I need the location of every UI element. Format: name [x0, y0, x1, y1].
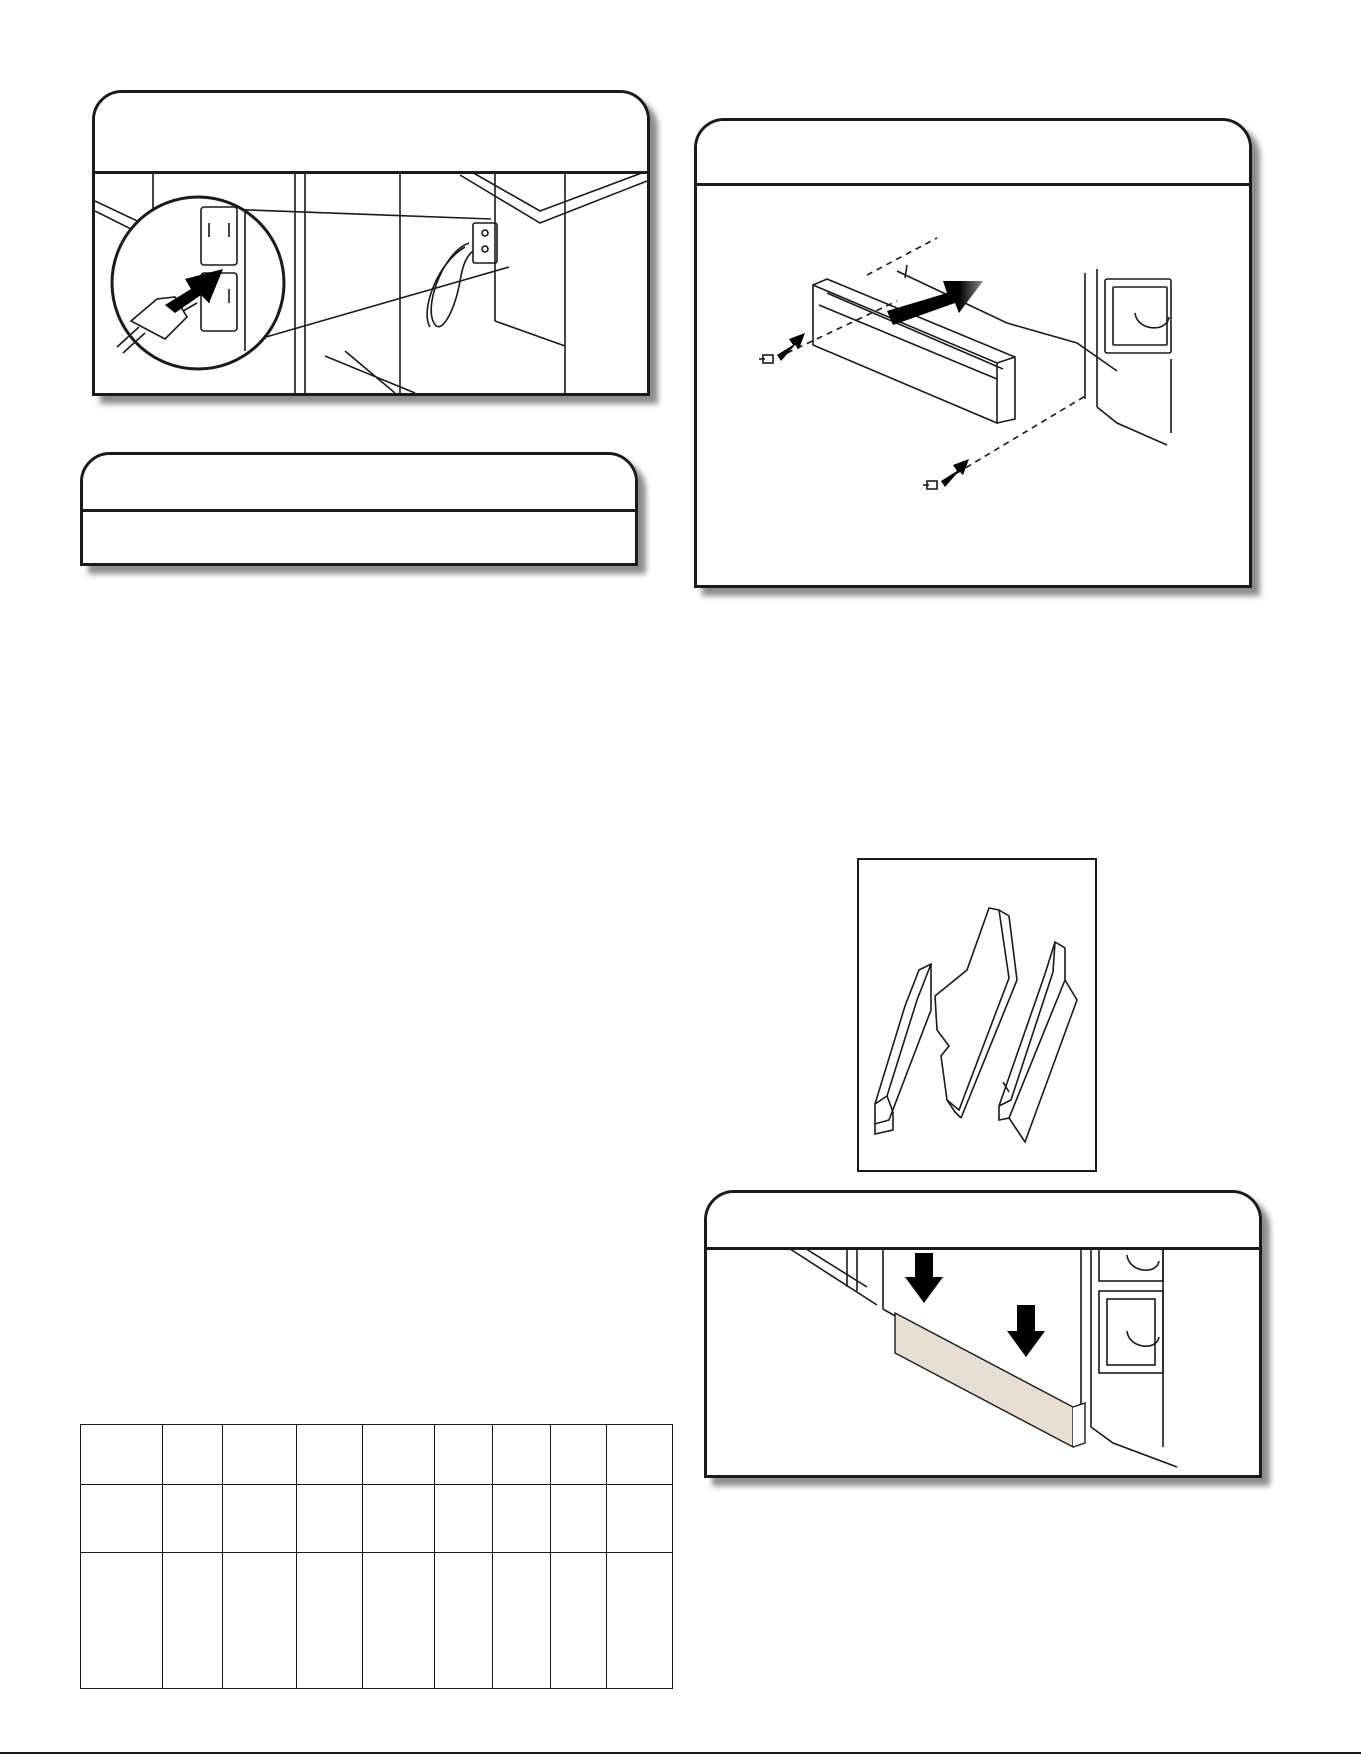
table-cell	[435, 1485, 493, 1553]
blank-header-panel	[80, 452, 638, 566]
toe-kick-press-figure	[704, 1190, 1262, 1478]
table-cell	[363, 1553, 435, 1689]
table-row	[81, 1425, 673, 1485]
table-cell	[607, 1485, 673, 1553]
table-cell	[607, 1553, 673, 1689]
screw-icon	[923, 481, 937, 489]
spec-table	[80, 1424, 673, 1689]
table-cell	[223, 1485, 297, 1553]
table-cell	[435, 1425, 493, 1485]
table-cell	[493, 1553, 551, 1689]
table-cell	[493, 1425, 551, 1485]
figure-header	[697, 121, 1249, 186]
down-arrow-icon	[905, 1253, 943, 1303]
outlet-plug-figure	[92, 90, 650, 396]
table-cell	[163, 1485, 223, 1553]
table-cell	[435, 1553, 493, 1689]
table-cell	[551, 1485, 607, 1553]
table-cell	[551, 1553, 607, 1689]
table-cell	[363, 1425, 435, 1485]
table-cell	[223, 1425, 297, 1485]
arrow-icon	[941, 459, 969, 487]
table-cell	[297, 1485, 363, 1553]
down-arrow-icon	[1007, 1305, 1045, 1357]
table-row	[81, 1553, 673, 1689]
toe-kick-press-down-illustration	[707, 1247, 1259, 1475]
power-outlet-plug-illustration	[95, 171, 647, 393]
screw-icon	[759, 355, 773, 363]
table-cell	[81, 1485, 163, 1553]
toe-kick-parts-figure	[857, 858, 1097, 1172]
table-cell	[223, 1553, 297, 1689]
toe-kick-parts-illustration	[859, 860, 1095, 1170]
table-cell	[607, 1425, 673, 1485]
table-cell	[551, 1425, 607, 1485]
push-arrow-icon	[887, 281, 983, 325]
figure-header	[707, 1193, 1259, 1250]
table-cell	[81, 1425, 163, 1485]
table-cell	[297, 1425, 363, 1485]
table-cell	[363, 1485, 435, 1553]
figure-header	[95, 93, 647, 174]
table-cell	[493, 1485, 551, 1553]
table-cell	[163, 1425, 223, 1485]
empty-callout	[83, 455, 635, 512]
toe-kick-bracket-screws-illustration	[697, 183, 1249, 585]
table-cell	[297, 1553, 363, 1689]
zoom-circle	[112, 197, 284, 369]
table-cell	[163, 1553, 223, 1689]
table-cell	[81, 1553, 163, 1689]
footer-rule	[0, 1752, 1361, 1754]
table-row	[81, 1485, 673, 1553]
toe-kick-install-figure	[694, 118, 1252, 588]
